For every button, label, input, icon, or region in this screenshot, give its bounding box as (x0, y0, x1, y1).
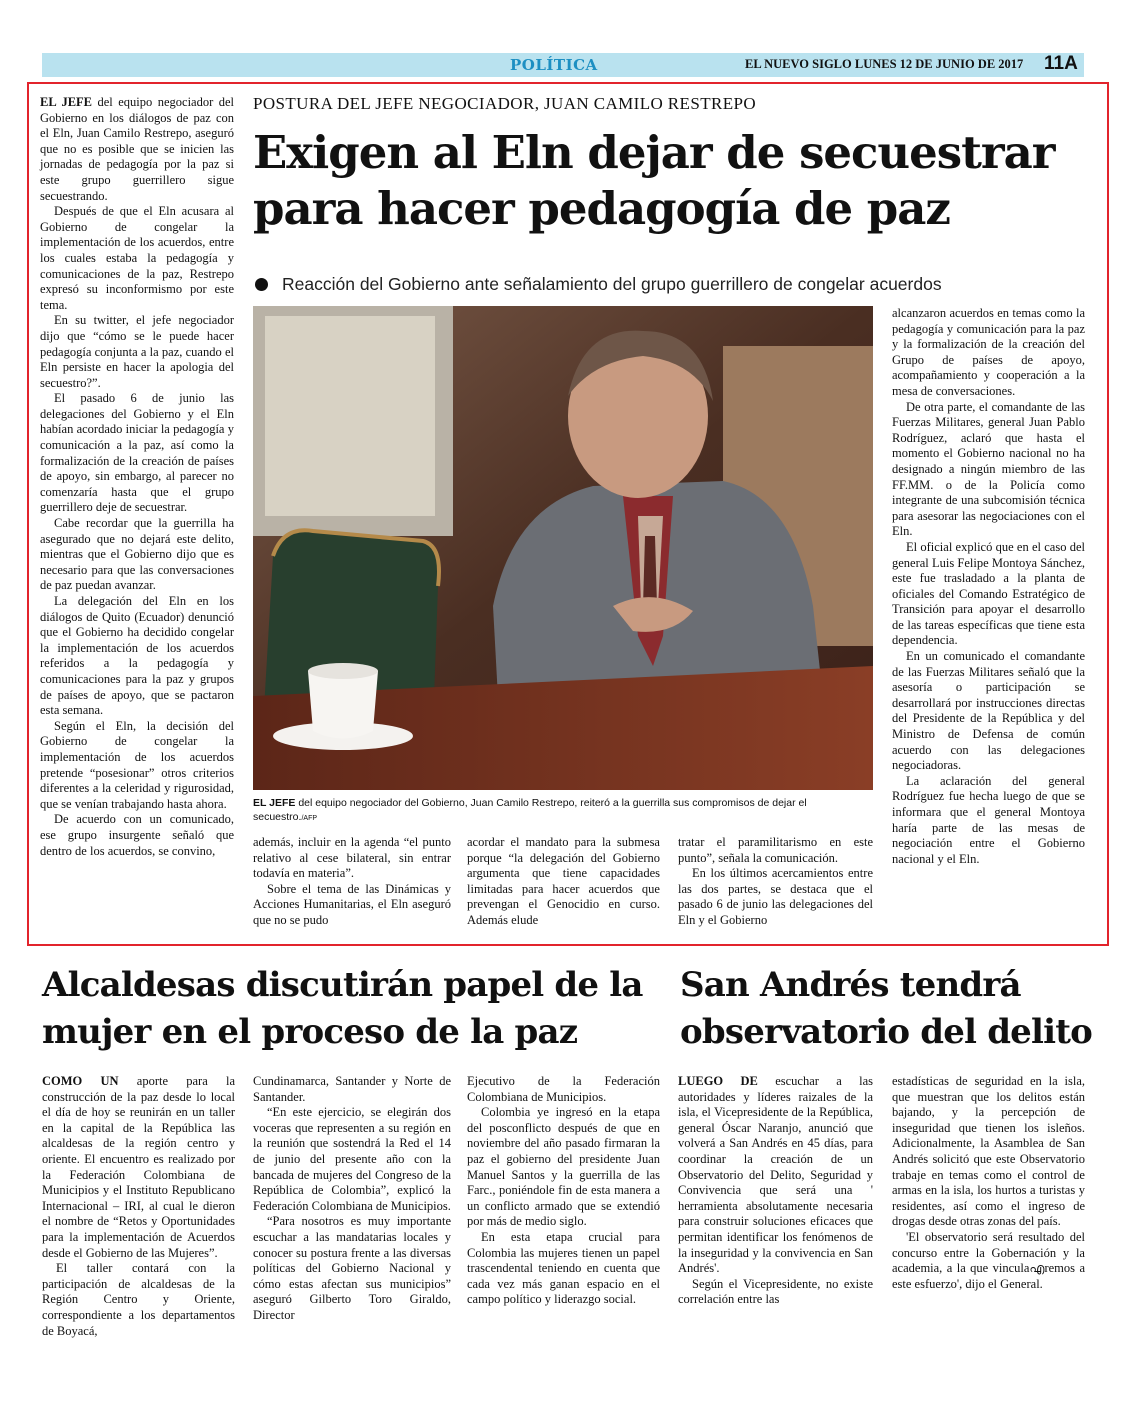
paragraph: 'El observatorio será resultado del concurso entre la Gobernación y la academia, a la que vinculaഎremos a este esfuerzo', dijo el General. (892, 1229, 1085, 1291)
article-3-column-1 (678, 1074, 873, 1308)
paragraph: En su twitter, el jefe negociador dijo que “cómo se le puede hacer pedagogía conjunta a la paz, cuando el Eln persiste en hacer la apologia del secuestro?”. (40, 313, 234, 390)
main-article-column-5 (892, 306, 1085, 867)
masthead-date: EL NUEVO SIGLO LUNES 12 DE JUNIO DE 2017 (745, 57, 1024, 71)
paragraph: “Para nosotros es muy importante escuchar a las mandatarias locales y conocer su postura frente a las diversas políticas del Gobierno Nacional y cómo estas afectan sus municipios” aseguró Gilberto Toro Giraldo, Director (253, 1214, 451, 1322)
main-article-column-1 (40, 95, 234, 859)
paragraph: COMO UN aporte para la construcción de la paz desde lo local el día de hoy se reunirán en un taller en la capital de la República las alcaldesas de la región centro y oriente. El encuentro es realizado por la Federación Colombiana de Municipios y el Instituto Republicano Internacional – IRI, al cual le dieron el nombre de “Retos y Oportunidades para la implementación de Acuerdos desde el Gobierno de las Mujeres”. (42, 1074, 236, 1260)
paragraph: además, incluir en la agenda “el punto relativo al cese bilateral, sin entrar todavía en materia”. (253, 835, 451, 881)
paragraph: alcanzaron acuerdos en temas como la pedagogía y comunicación para la paz y la formalización de la creación del Grupo de países de apoyo, acompañamiento y cooperación a la mesa de conversaciones. (892, 306, 1085, 398)
article-photo (253, 306, 873, 790)
main-article-column-3 (467, 835, 660, 929)
paragraph: acordar el mandato para la submesa porque “la delegación del Gobierno argumenta que tiene capacidades limitadas para hacer acuerdos que prevengan el Genocidio en curso. Además elude (467, 835, 660, 927)
paragraph: En un comunicado el comandante de las Fuerzas Militares señaló que la asesoría o participación se desarrollará por instrucciones directas del Presidente de la República y del Ministro de Defensa de común acuerdo con las delegaciones negociadoras. (892, 649, 1085, 773)
paragraph: EL JEFE del equipo negociador del Gobierno en los diálogos de paz con el Eln, Juan Camilo Restrepo, aseguró que no es posible que se inicien las jornadas de pedagogía por la paz si este grupo guerrillero sigue secuestrando. (40, 95, 235, 203)
paragraph: La delegación del Eln en los diálogos de Quito (Ecuador) denunció que el Gobierno ha decidido congelar la implementación de los acuerdos referidos a la pedagogía y comunicaciones para la paz y grupos de países de apoyo, que se pactaron esta semana. (40, 594, 234, 718)
paragraph: Ejecutivo de la Federación Colombiana de Municipios. (467, 1074, 660, 1104)
bullet-icon (255, 278, 268, 291)
paragraph: En esta etapa crucial para Colombia las mujeres tienen un papel trascendental teniendo en cuenta que cada vez más ganan espacio en el campo político y liderazgo social. (467, 1229, 660, 1307)
photo-credit: /AFP (301, 815, 318, 822)
paragraph: De acuerdo con un comunicado, ese grupo insurgente señaló que dentro de los acuerdos, se convino, (40, 812, 234, 858)
paragraph: tratar el paramilitarismo en este punto”, señala la comunicación. (678, 835, 873, 865)
paragraph: “En este ejercicio, se elegirán dos voceras que representen a su región en la reunión que sostendrá la Red el 14 de junio del presente año con la bancada de mujeres del Congreso de la República de Colombia”, explicó la Federación Colombiana de Municipios. (253, 1105, 451, 1213)
paragraph: El oficial explicó que en el caso del general Luis Felipe Montoya Sánchez, este fue trasladado a la planta de oficiales del Comando Estratégico de Transición para apoyar el desarrollo de las tareas específicas que tiene esta dependencia. (892, 539, 1085, 648)
paragraph: Según el Eln, la decisión del Gobierno de congelar la implementación de los acuerdos pretende “posesionar” otros criterios diferentes a la celeridad y rigurosidad, que se venían trabajando hasta ahora. (40, 718, 234, 811)
photo-illustration (253, 306, 873, 790)
paragraph: Cabe recordar que la guerrilla ha asegurado que no dejará este delito, mientras que el Gobierno dijo que es necesario para que las conversaciones de paz puedan avanzar. (40, 516, 234, 593)
article-2-column-2 (253, 1074, 451, 1324)
paragraph: estadísticas de seguridad en la isla, que muestran que los delitos están bajando, y la percepción de inseguridad que tienen los isleños. Adicionalmente, la Asamblea de San Andrés solicitó que este Observatorio trabaje en temas como el control de armas en la isla, los hurtos a turistas y residentes, así como el ingreso de drogas desde otras zonas del país. (892, 1074, 1085, 1229)
paragraph: En los últimos acercamientos entre las dos partes, se destaca que el pasado 6 de junio las delegaciones del Eln y el Gobierno (678, 866, 873, 927)
main-article-column-2 (253, 835, 451, 929)
article-2-column-1 (42, 1074, 235, 1339)
article-kicker: POSTURA DEL JEFE NEGOCIADOR, JUAN CAMILO RESTREPO (253, 94, 757, 113)
paragraph: Según el Vicepresidente, no existe correlación entre las (678, 1276, 873, 1307)
article-2-column-3 (467, 1074, 660, 1308)
main-article-column-4 (678, 835, 873, 929)
article-subhead: Reacción del Gobierno ante señalamiento del grupo guerrillero de congelar acuerdos (255, 274, 942, 295)
paragraph: Colombia ye ingresó en la etapa del posconflicto después de que en noviembre del año pasado firmaran la paz el gobierno del presidente Juan Manuel Santos y la guerrilla de las Farc., poniéndole fin de esta manera a un conflicto armado que se extendió por más de medio siglo. (467, 1105, 660, 1229)
paragraph: De otra parte, el comandante de las Fuerzas Militares, general Juan Pablo Rodríguez, aclaró que hasta el momento el Gobierno nacional no ha designado a ningún miembro de las FF.MM. o de la Policía como integrante de una subcomisión técnica para asesorar las negociaciones con el Eln. (892, 399, 1085, 539)
article-3-column-2 (892, 1074, 1085, 1292)
paragraph: La aclaración del general Rodríguez fue hecha luego de que se informara que el general Montoya haría parte de las mesas de negociación entre el Gobierno nacional y el Eln. (892, 773, 1085, 866)
article-2-headline: Alcaldesas discutirán papel de la mujer en el proceso de la paz (42, 965, 643, 1052)
photo-caption: EL JEFE del equipo negociador del Gobierno, Juan Camilo Restrepo, reiteró a la guerrilla sus compromisos de dejar el secuestro./AFP (253, 797, 807, 823)
section-name: POLÍTICA (510, 56, 598, 74)
main-headline: Exigen al Eln dejar de secuestrar para hacer pedagogía de paz (253, 126, 1055, 235)
paragraph: Sobre el tema de las Dinámicas y Acciones Humanitarias, el Eln aseguró que no se pudo (253, 881, 451, 927)
paragraph: El taller contará con la participación de alcaldesas de la Región Centro y Oriente, correspondiente a los departamentos de Boyacá, (42, 1261, 235, 1338)
paragraph: El pasado 6 de junio las delegaciones del Gobierno y el Eln habían acordado iniciar la pedagogía y comunicación a la paz, así como la formalización de la creación de países de apoyo, sin embargo, al parecer no comenzaría hasta que el grupo guerrillero deje de secuestrar. (40, 391, 234, 515)
article-3-headline: San Andrés tendrá observatorio del delito (680, 965, 1093, 1052)
page-number: 11A (1044, 53, 1078, 74)
paragraph: LUEGO DE escuchar a las autoridades y líderes raizales de la isla, el Vicepresidente de la República, general Óscar Naranjo, anunció que volverá a San Andrés en 45 días, para coordinar la creación de un Observatorio del Delito, Seguridad y Convivencia que será una ' herramienta absolutamente necesaria para construir soluciones eficaces que permitan identificar los fenómenos de la inseguridad y la convivencia en San Andrés'. (678, 1074, 874, 1276)
paragraph: Cundinamarca, Santander y Norte de Santander. (253, 1074, 451, 1104)
paragraph: Después de que el Eln acusara al Gobierno de congelar la implementación de los acuerdos, entre los cuales estaba la pedagogía y comunicaciones de la paz, Restrepo expresó su inconformismo por este tema. (40, 204, 234, 312)
